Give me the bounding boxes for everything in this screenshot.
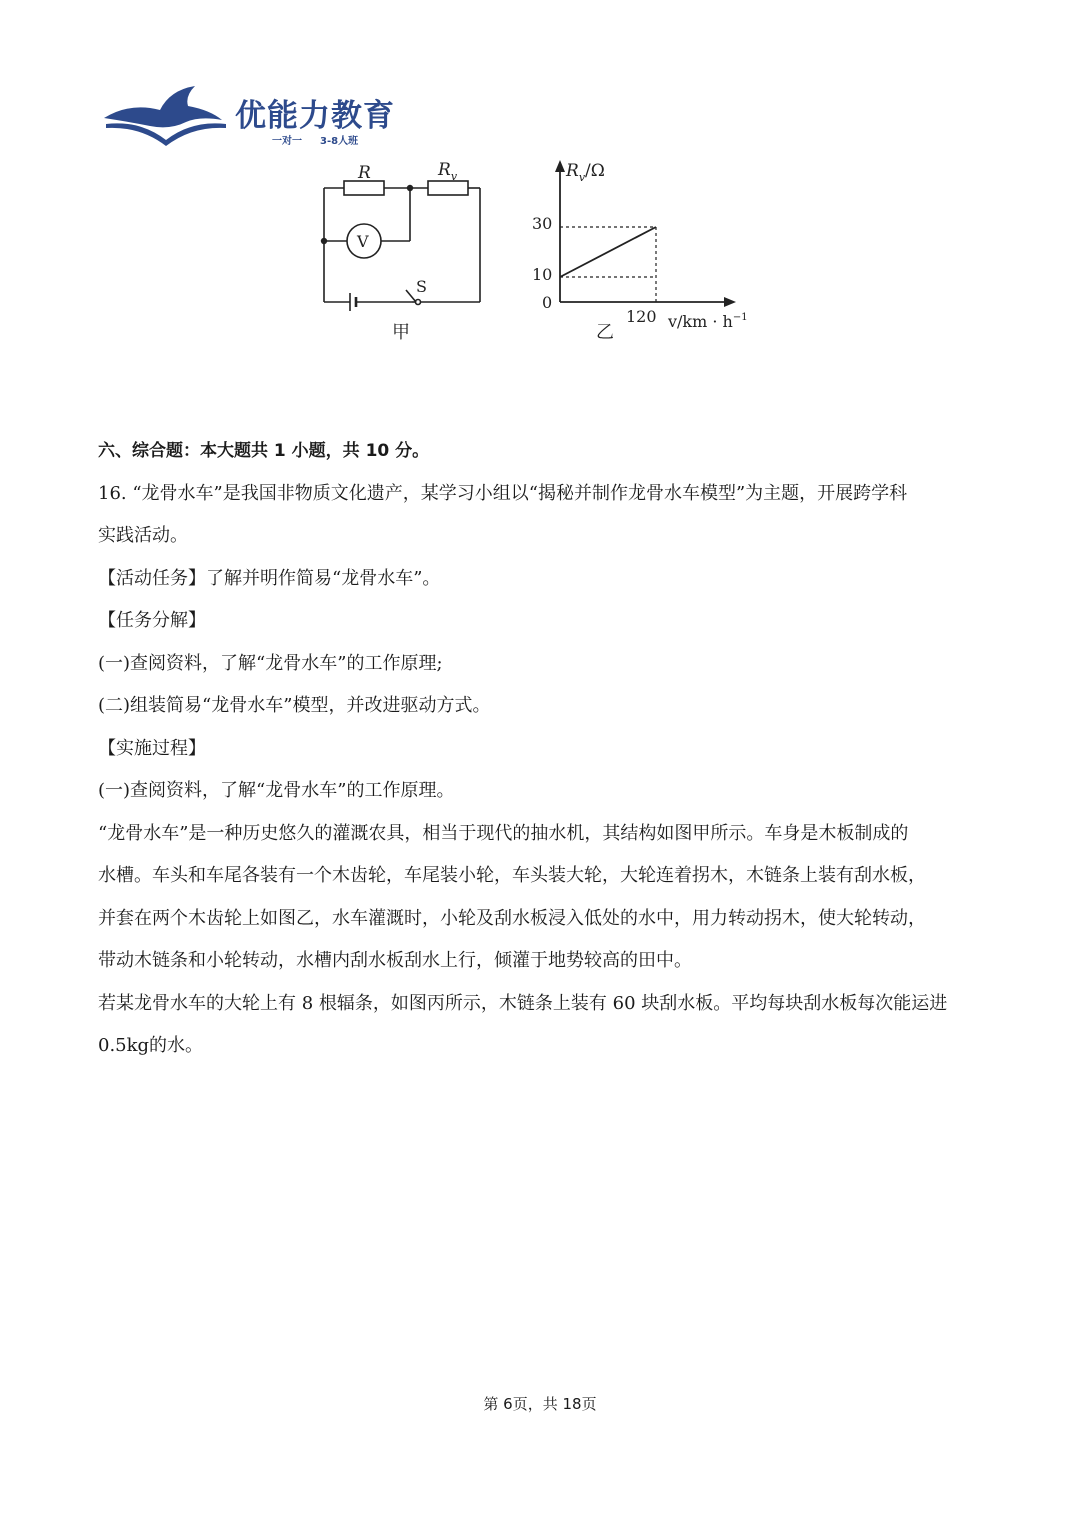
tick-label-30: 30 — [532, 214, 553, 233]
voltmeter-label: V — [357, 232, 369, 251]
y-axis-arrow — [555, 160, 565, 172]
text-line: “龙骨水车”是一种历史悠久的灌溉农具，相当于现代的抽水机，其结构如图甲所示。车身是木板制成的 — [98, 822, 909, 844]
x-axis-arrow — [724, 297, 736, 307]
origin-label: 0 — [542, 293, 553, 312]
text-line: 水槽。车头和车尾各装有一个木齿轮，车尾装小轮，车头装大轮，大轮连着拐木，木链条上装有刮水板， — [98, 865, 926, 886]
tick-label-120: 120 — [626, 307, 657, 326]
section-heading: 六、综合题：本大题共 1 小题，共 10 分。 — [98, 441, 430, 461]
series-line — [560, 227, 656, 277]
y-axis-label-sub: v — [578, 171, 586, 184]
text-line: 0.5kg的水。 — [98, 1035, 204, 1056]
label-r: R — [358, 163, 371, 183]
tick-label-10: 10 — [532, 265, 553, 284]
text-line: 带动木链条和小轮转动，水槽内刮水板刮水上行，倾灌于地势较高的田中。 — [98, 950, 692, 971]
logo — [100, 80, 420, 150]
text-line: 【实施过程】 — [98, 737, 206, 759]
text-line: (一)查阅资料，了解“龙骨水车”的工作原理; — [98, 652, 443, 674]
y-axis-label-unit: /Ω — [585, 161, 605, 181]
y-axis-label: R — [566, 161, 579, 181]
logo-tagline — [272, 132, 376, 147]
svg-text:Rv/Ω — [565, 161, 605, 184]
circuit-diagram — [310, 150, 500, 345]
text-line: 【活动任务】了解并明作简易“龙骨水车”。 — [98, 567, 441, 589]
dolphin-book-icon — [100, 80, 235, 150]
switch-s — [406, 290, 416, 302]
logo-tag-right: 3-8人班 — [320, 136, 359, 147]
x-axis-label: v/km · h — [668, 312, 733, 331]
svg-text:v/km · h−1 — [667, 312, 748, 331]
label-s: S — [416, 277, 427, 296]
label-rv: R — [438, 160, 451, 180]
resistor-r — [344, 181, 384, 195]
label-rv-sub: v — [450, 170, 458, 183]
logo-tag-left: 一对一 — [272, 136, 302, 147]
x-axis-label-sup: −1 — [732, 312, 748, 323]
rv-velocity-graph — [520, 150, 780, 350]
page-footer: 第 6页，共 18页 — [483, 1395, 597, 1413]
text-line: (一)查阅资料，了解“龙骨水车”的工作原理。 — [98, 780, 455, 801]
text-line: (二)组装简易“龙骨水车”模型，并改进驱动方式。 — [98, 695, 491, 716]
resistor-rv — [428, 181, 468, 195]
svg-text:Rv — [437, 160, 458, 183]
text-line: 并套在两个木齿轮上如图乙，水车灌溉时，小轮及刮水板浸入低处的水中，用力转动拐木，使大轮转动， — [98, 907, 926, 929]
caption-yi: 乙 — [596, 322, 614, 343]
text-line: 若某龙骨水车的大轮上有 8 根辐条，如图丙所示，木链条上装有 60 块刮水板。平均每块刮水板每次能运进 — [98, 992, 948, 1014]
logo-name: 优能力教育 — [235, 98, 395, 134]
question-content — [98, 430, 988, 1068]
text-line: 实践活动。 — [98, 525, 188, 546]
text-line: 16. “龙骨水车”是我国非物质文化遗产，某学习小组以“揭秘并制作龙骨水车模型”为主题，开展跨学科 — [98, 482, 908, 504]
caption-jia: 甲 — [392, 322, 410, 343]
text-line: 【任务分解】 — [98, 610, 206, 631]
